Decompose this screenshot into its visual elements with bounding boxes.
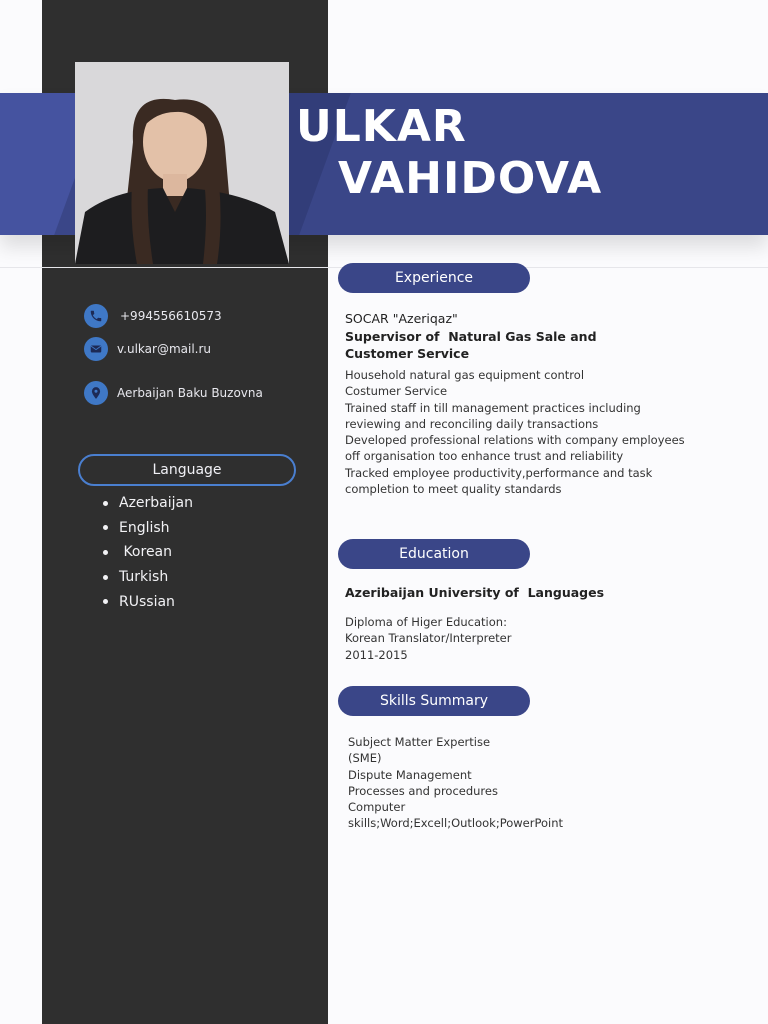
bullet <box>103 599 108 604</box>
skill-line: Processes and procedures <box>348 783 498 798</box>
bullet <box>103 575 108 580</box>
phone-text: +994556610573 <box>120 309 222 323</box>
job-role-line2: Customer Service <box>345 346 470 361</box>
skill-line: skills;Word;Excell;Outlook;PowerPoint <box>348 816 564 831</box>
language-item: RUssian <box>119 593 175 610</box>
phone-icon <box>84 304 108 328</box>
detail-line: reviewing and reconciling daily transactions <box>345 416 599 431</box>
contact-phone <box>84 304 222 328</box>
skill-line: (SME) <box>348 751 382 766</box>
list-item <box>103 491 193 516</box>
skill-line: Subject Matter Expertise <box>348 735 491 749</box>
language-item: Azerbaijan <box>119 495 193 512</box>
experience-details <box>345 367 685 497</box>
detail-line: completion to meet quality standards <box>345 482 562 497</box>
detail-line: Developed professional relations with company employees <box>345 433 685 448</box>
list-item <box>103 589 193 614</box>
mail-icon <box>84 337 108 361</box>
education-details <box>345 614 511 663</box>
education-heading: Education <box>338 539 530 569</box>
language-item: Turkish <box>119 569 169 586</box>
list-item <box>103 565 193 590</box>
list-item <box>103 540 193 565</box>
experience-heading: Experience <box>338 263 530 293</box>
job-header <box>345 310 597 363</box>
detail-line: off organisation too enhance trust and reliability <box>345 449 624 464</box>
email-text: v.ulkar@mail.ru <box>117 342 212 356</box>
list-item <box>103 516 193 541</box>
location-text: Aerbaijan Baku Buzovna <box>117 386 263 400</box>
detail-line: Trained staff in till management practices including <box>345 400 641 415</box>
profile-photo <box>75 62 289 264</box>
detail-line: Costumer Service <box>345 384 448 399</box>
language-heading: Language <box>78 454 296 486</box>
bullet <box>103 550 108 555</box>
first-name: ULKAR <box>296 101 467 152</box>
detail-line: 2011-2015 <box>345 647 408 662</box>
detail-line: Tracked employee productivity,performance and task <box>345 465 653 480</box>
skills-heading: Skills Summary <box>338 686 530 716</box>
bullet <box>103 501 108 506</box>
skills-list <box>348 734 563 832</box>
language-item: Korean <box>119 544 173 561</box>
detail-line: Korean Translator/Interpreter <box>345 631 512 646</box>
detail-line: Diploma of Higer Education: <box>345 615 507 629</box>
job-role-line1: Supervisor of Natural Gas Sale and <box>345 328 597 344</box>
bullet <box>103 525 108 530</box>
language-list <box>103 491 193 614</box>
skill-line: Dispute Management <box>348 767 472 782</box>
last-name: VAHIDOVA <box>338 153 603 204</box>
location-pin-icon <box>84 381 108 405</box>
company-name: SOCAR "Azeriqaz" <box>345 311 458 326</box>
school-name: Azeribaijan University of Languages <box>345 585 605 600</box>
contact-location <box>84 381 263 405</box>
contact-email <box>84 337 211 361</box>
language-item: English <box>119 519 170 536</box>
skill-line: Computer <box>348 800 406 815</box>
detail-line: Household natural gas equipment control <box>345 368 585 382</box>
